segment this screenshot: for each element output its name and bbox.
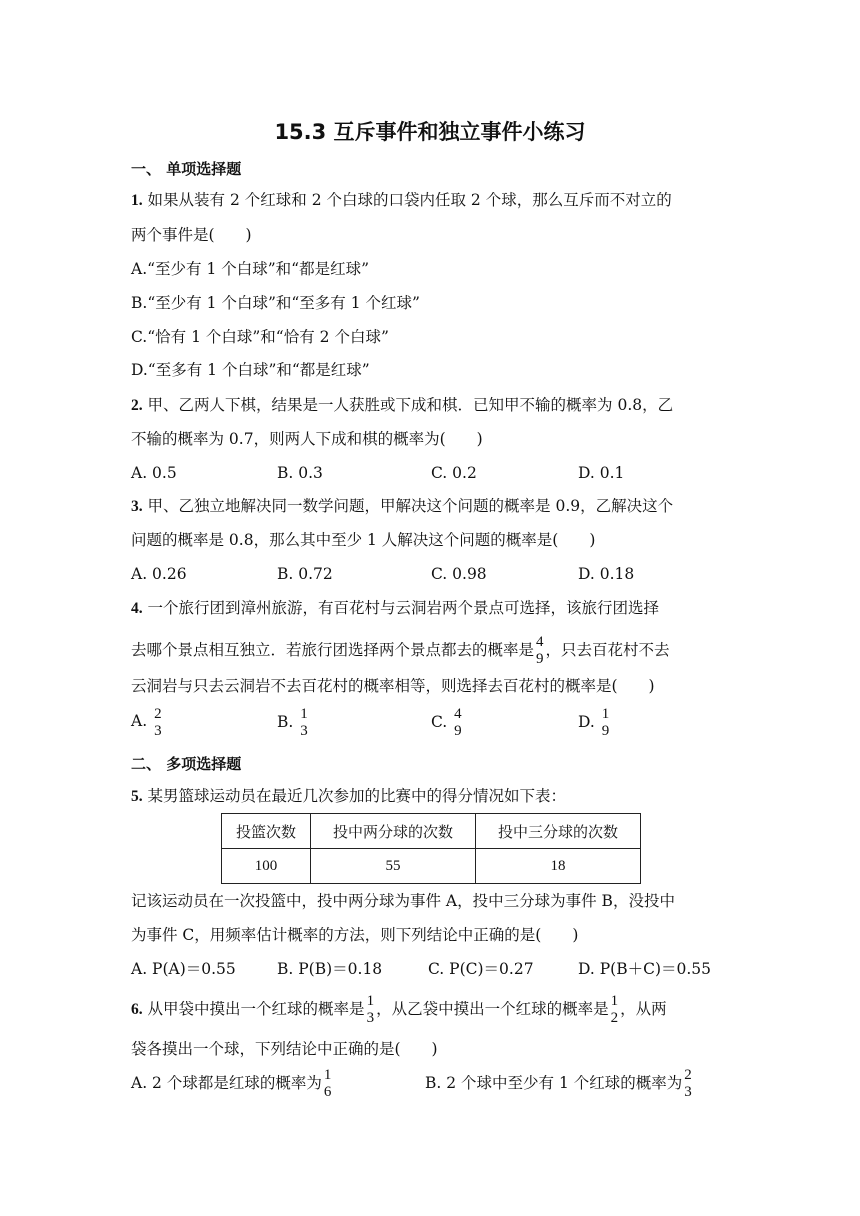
question-4-option-a: [131, 706, 164, 740]
question-6-number: 6.: [131, 1001, 143, 1018]
option-text: B. 2 个球中至少有 1 个红球的概率为: [425, 1074, 683, 1092]
option-text: A. 2 个球都是红球的概率为: [131, 1074, 322, 1092]
table-cell: 18: [476, 849, 641, 884]
question-5-option-c: C. P(C)＝0.27: [428, 960, 534, 978]
question-3-option-b: B. 0.72: [277, 565, 333, 583]
fraction-denominator: 9: [601, 723, 610, 739]
fraction-numerator: 2: [684, 1067, 692, 1083]
fraction-numerator: 1: [366, 993, 375, 1009]
fraction-option-c: [453, 706, 463, 740]
question-2-line-1: [131, 395, 673, 416]
question-3-line-2: 问题的概率是 0.8，那么其中至少 1 人解决这个问题的概率是( ): [131, 531, 596, 549]
table-header-row: [222, 814, 641, 849]
question-6-text-a: 从甲袋中摸出一个红球的概率是: [142, 1000, 365, 1018]
question-6-text-b: ，从乙袋中摸出一个红球的概率是: [376, 1000, 609, 1018]
table-header-cell: 投篮次数: [222, 814, 311, 849]
fraction-one-sixth: [323, 1067, 333, 1101]
fraction-denominator: 3: [684, 1084, 692, 1100]
question-1-line-2: 两个事件是( ): [131, 226, 252, 244]
option-label: B.: [277, 713, 294, 731]
page-title: 15.3 互斥事件和独立事件小练习: [274, 120, 586, 144]
question-3-number: 3.: [131, 498, 143, 515]
question-4-text-2a: 去哪个景点相互独立．若旅行团选择两个景点都去的概率是: [131, 641, 535, 659]
fraction-denominator: 3: [366, 1010, 375, 1026]
question-4-line-3: 云洞岩与只去云洞岩不去百花村的概率相等，则选择去百花村的概率是( ): [131, 677, 655, 695]
fraction-two-thirds: [683, 1067, 693, 1101]
table-header-cell: 投中两分球的次数: [311, 814, 476, 849]
score-table: [221, 813, 641, 884]
question-1-text: 如果从装有 2 个红球和 2 个白球的口袋内任取 2 个球，那么互斥而不对立的: [142, 191, 672, 209]
question-6-line-1: [131, 992, 667, 1027]
question-3-option-a: A. 0.26: [131, 565, 187, 583]
fraction-denominator: 6: [323, 1084, 332, 1100]
question-1-option-c: C.“恰有 1 个白球”和“恰有 2 个白球”: [131, 328, 389, 346]
question-4-text-2b: ，只去百花村不去: [545, 641, 670, 659]
question-6-option-b: [425, 1066, 694, 1101]
fraction-numerator: 1: [610, 993, 619, 1009]
fraction-one-half: [610, 993, 620, 1027]
question-3-option-c: C. 0.98: [431, 565, 487, 583]
question-3-text: 甲、乙独立地解决同一数学问题，甲解决这个问题的概率是 0.9，乙解决这个: [142, 497, 674, 515]
fraction-option-d: [601, 706, 611, 740]
section-single-choice: 一、 单项选择题: [131, 160, 242, 178]
question-4-line-2: [131, 633, 670, 668]
fraction-denominator: 9: [536, 651, 544, 667]
question-4-line-1: [131, 598, 659, 619]
table-cell: 55: [311, 849, 476, 884]
question-6-line-2: 袋各摸出一个球，下列结论中正确的是( ): [131, 1040, 438, 1058]
question-2-option-c: C. 0.2: [431, 464, 477, 482]
question-2-number: 2.: [131, 397, 143, 414]
question-5-number: 5.: [131, 788, 143, 805]
fraction-numerator: 4: [536, 634, 544, 650]
table-cell: 100: [222, 849, 311, 884]
question-5-option-b: B. P(B)＝0.18: [277, 960, 383, 978]
fraction-numerator: 1: [300, 706, 308, 722]
fraction-denominator: 2: [610, 1010, 619, 1026]
fraction-four-ninths: [535, 634, 545, 668]
section-multiple-choice: 二、 多项选择题: [131, 755, 242, 773]
fraction-numerator: 1: [601, 706, 610, 722]
question-6-text-c: ，从两: [620, 1000, 667, 1018]
question-5-line-3: 为事件 C，用频率估计概率的方法，则下列结论中正确的是( ): [131, 926, 579, 944]
question-4-option-c: [431, 706, 464, 740]
question-4-option-b: [277, 706, 310, 740]
question-2-line-2: 不输的概率为 0.7，则两人下成和棋的概率为( ): [131, 430, 483, 448]
fraction-option-b: [299, 706, 309, 740]
option-label: C.: [431, 713, 448, 731]
question-1-option-d: D.“至多有 1 个白球”和“都是红球”: [131, 361, 370, 379]
question-5-line-1: [131, 786, 566, 807]
question-5-option-d: D. P(B＋C)＝0.55: [578, 960, 712, 978]
fraction-denominator: 3: [154, 723, 162, 739]
question-1-number: 1.: [131, 192, 143, 209]
question-1-line-1: [131, 190, 672, 211]
option-label: D.: [578, 713, 595, 731]
question-3-line-1: [131, 496, 673, 517]
fraction-numerator: 1: [323, 1067, 332, 1083]
question-2-text: 甲、乙两人下棋，结果是一人获胜或下成和棋．已知甲不输的概率为 0.8，乙: [142, 396, 674, 414]
question-4-option-d: [578, 706, 611, 740]
fraction-denominator: 3: [300, 723, 308, 739]
question-4-number: 4.: [131, 600, 143, 617]
question-5-text: 某男篮球运动员在最近几次参加的比赛中的得分情况如下表：: [142, 787, 567, 805]
question-5-line-2: 记该运动员在一次投篮中，投中两分球为事件 A，投中三分球为事件 B，没投中: [131, 892, 675, 910]
question-2-option-d: D. 0.1: [578, 464, 625, 482]
fraction-numerator: 2: [154, 706, 162, 722]
fraction-one-third: [366, 993, 376, 1027]
question-1-option-a: A.“至少有 1 个白球”和“都是红球”: [131, 260, 370, 278]
table-header-cell: 投中三分球的次数: [476, 814, 641, 849]
question-4-text: 一个旅行团到漳州旅游，有百花村与云洞岩两个景点可选择，该旅行团选择: [142, 599, 660, 617]
question-2-option-a: A. 0.5: [131, 464, 177, 482]
table-row: [222, 849, 641, 884]
fraction-denominator: 9: [454, 723, 462, 739]
option-label: A.: [131, 712, 148, 730]
question-6-option-a: [131, 1066, 333, 1101]
question-3-option-d: D. 0.18: [578, 565, 635, 583]
question-2-option-b: B. 0.3: [277, 464, 323, 482]
question-1-option-b: B.“至少有 1 个白球”和“至多有 1 个红球”: [131, 294, 420, 312]
fraction-option-a: [153, 706, 163, 740]
fraction-numerator: 4: [454, 706, 462, 722]
question-5-option-a: A. P(A)＝0.55: [131, 960, 236, 978]
